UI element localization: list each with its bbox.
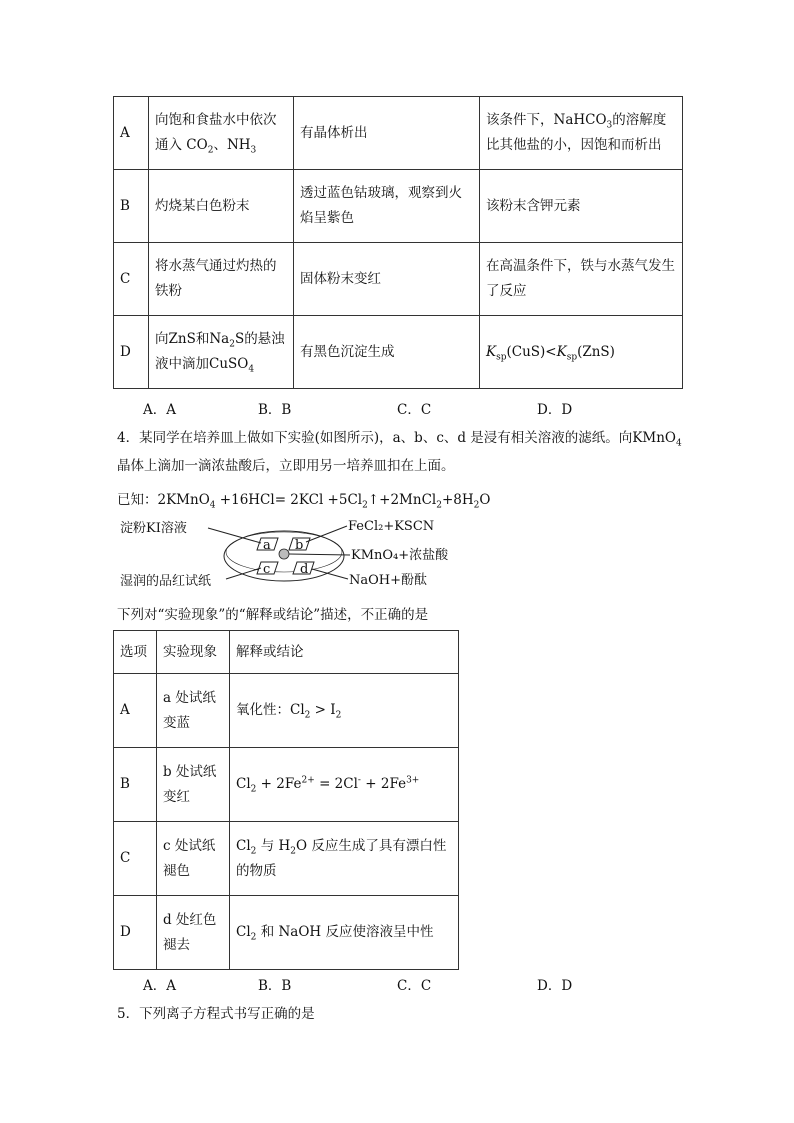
- option-c[interactable]: C．C: [397, 402, 432, 418]
- header-observation: 实验现象: [157, 631, 230, 674]
- option-cell: B: [114, 170, 149, 243]
- paper-c-label: c: [263, 562, 271, 577]
- option-b[interactable]: B．B: [258, 978, 292, 994]
- option-d[interactable]: D．D: [537, 402, 573, 418]
- observation-cell: 有晶体析出: [294, 97, 480, 170]
- conclusion-cell: 该条件下，NaHCO$_3$的溶解度比其他盐的小，因饱和而析出: [480, 97, 683, 170]
- table-header-row: [114, 631, 459, 674]
- operation-cell: 灼烧某白色粉末: [149, 170, 294, 243]
- paper-d-label: d: [300, 562, 309, 577]
- conclusion-cell: 该粉末含钾元素: [480, 170, 683, 243]
- label-naoh-phenolphthalein: NaOH+酚酞: [349, 573, 428, 588]
- experiment-table-2: [113, 630, 459, 970]
- label-fecl2-kscn: FeCl₂+KSCN: [348, 519, 435, 534]
- experiment-table-1: [113, 96, 683, 389]
- explanation-cell: $Cl_2$ 与 $H_2O$ 反应生成了具有漂白性的物质: [230, 822, 459, 896]
- label-moist-fuchsin-paper: 湿润的品红试纸: [120, 574, 212, 589]
- answer-options-1: [0, 398, 794, 418]
- table-row: [114, 822, 459, 896]
- option-cell: D: [114, 896, 157, 970]
- header-option: 选项: [114, 631, 157, 674]
- conclusion-cell: $K_{sp}(CuS)<K_{sp}(ZnS)$: [480, 316, 683, 389]
- explanation-cell: $Cl_2$ 和 NaOH 反应使溶液呈中性: [230, 896, 459, 970]
- option-cell: D: [114, 316, 149, 389]
- paper-b-label: b: [295, 538, 304, 553]
- question-4-prompt: 下列对“实验现象”的“解释或结论”描述，不正确的是: [117, 607, 429, 623]
- table-row: [114, 896, 459, 970]
- petri-dish-diagram: [118, 516, 458, 596]
- table-row: [114, 170, 683, 243]
- label-kmno4-hcl: KMnO₄+浓盐酸: [351, 548, 449, 563]
- operation-cell: 向ZnS和$Na_2S$的悬浊液中滴加CuSO$_4$: [149, 316, 294, 389]
- option-c[interactable]: C．C: [397, 978, 432, 994]
- table-row: [114, 748, 459, 822]
- table-row: [114, 674, 459, 748]
- answer-options-2: [0, 974, 794, 994]
- observation-cell: 固体粉末变红: [294, 243, 480, 316]
- table-row: [114, 316, 683, 389]
- question-4-stem: 4．某同学在培养皿上做如下实验(如图所示)，a、b、c、d 是浸有相关溶液的滤纸。向KMnO$_4$ 晶体上滴加一滴浓盐酸后，立即用另一培养皿扣在上面。: [117, 430, 682, 474]
- option-cell: C: [114, 243, 149, 316]
- option-a[interactable]: A．A: [143, 402, 176, 418]
- explanation-cell: 氧化性：$Cl_2 > I_2$: [230, 674, 459, 748]
- paper-a-label: a: [263, 538, 271, 553]
- conclusion-cell: 在高温条件下，铁与水蒸气发生了反应: [480, 243, 683, 316]
- observation-cell: a 处试纸变蓝: [157, 674, 230, 748]
- observation-cell: b 处试纸变红: [157, 748, 230, 822]
- option-b[interactable]: B．B: [258, 402, 292, 418]
- option-cell: A: [114, 674, 157, 748]
- option-cell: B: [114, 748, 157, 822]
- operation-cell: 向饱和食盐水中依次通入 $CO_2$、$NH_3$: [149, 97, 294, 170]
- label-starch-ki: 淀粉KI溶液: [120, 521, 187, 536]
- observation-cell: 有黑色沉淀生成: [294, 316, 480, 389]
- known-equation: 已知：2KMnO$_4$ $+16HCl= 2KCl +5Cl_2↑+2MnCl_2+8H_2O$: [117, 492, 491, 511]
- table-row: [114, 243, 683, 316]
- option-cell: A: [114, 97, 149, 170]
- option-a[interactable]: A．A: [143, 978, 176, 994]
- observation-cell: d 处红色褪去: [157, 896, 230, 970]
- observation-cell: c 处试纸褪色: [157, 822, 230, 896]
- observation-cell: 透过蓝色钴玻璃，观察到火焰呈紫色: [294, 170, 480, 243]
- question-5-stem: 5．下列离子方程式书写正确的是: [117, 1006, 315, 1022]
- option-cell: C: [114, 822, 157, 896]
- table-row: [114, 97, 683, 170]
- explanation-cell: $Cl_2 + 2Fe^{2+} = 2Cl^- + 2Fe^{3+}$: [230, 748, 459, 822]
- option-d[interactable]: D．D: [537, 978, 573, 994]
- operation-cell: 将水蒸气通过灼热的铁粉: [149, 243, 294, 316]
- header-explanation: 解释或结论: [230, 631, 459, 674]
